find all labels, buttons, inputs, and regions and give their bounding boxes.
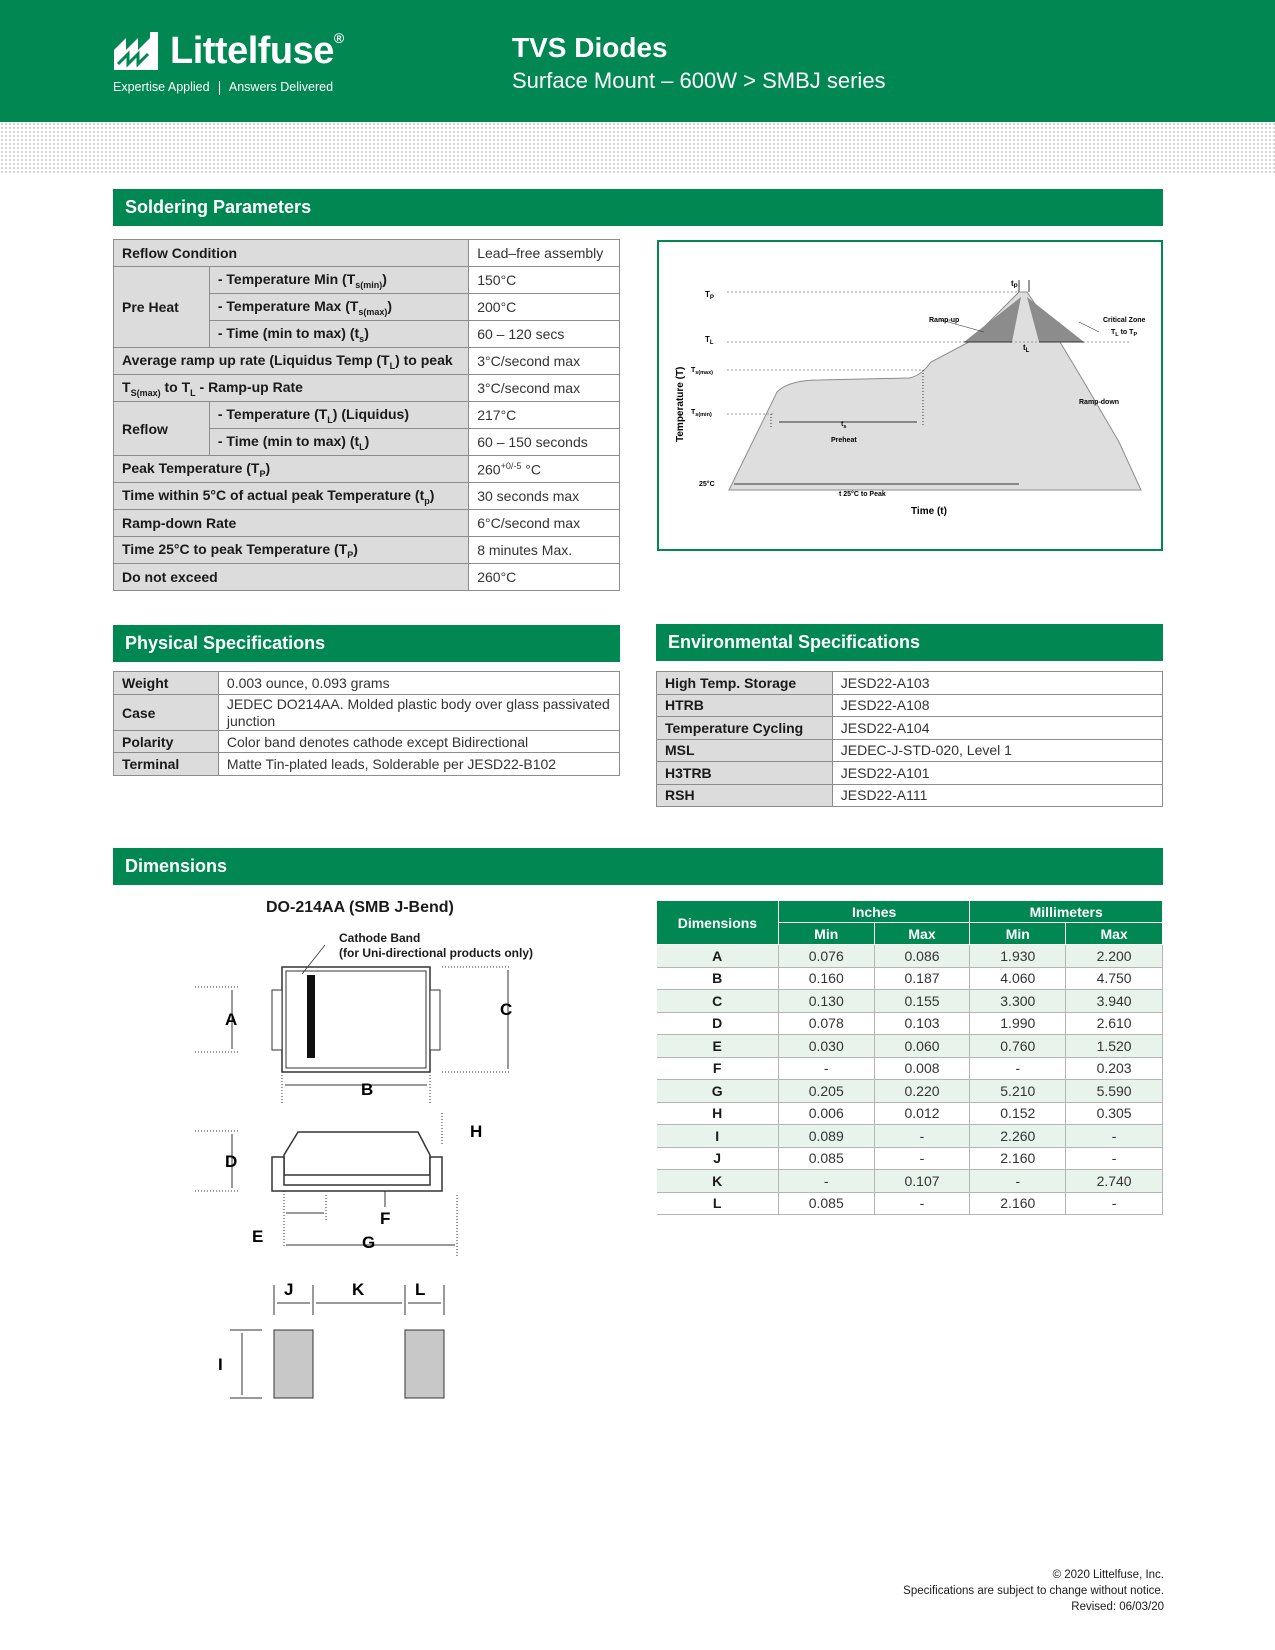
mm-max: 2.610 [1066,1012,1163,1035]
tsmin-label: $T_{s(min)}$ [691,409,712,418]
table-row [114,240,620,267]
soldering-section-title: Soldering Parameters [113,189,1163,226]
table-row [657,945,1163,968]
reflow-label: Reflow [114,402,210,456]
inches-max-header: Max [874,923,970,945]
package-side-body [284,1132,430,1175]
dim-letter: K [657,1170,779,1193]
mm-max: 5.590 [1066,1080,1163,1103]
x-axis-label: Time (t) [911,506,947,517]
in-min: 0.205 [778,1080,874,1103]
temp-min-label: - Temperature Min $(T_{s(min)})$ [209,267,468,294]
mm-max: 1.520 [1066,1035,1163,1058]
table-row [114,753,620,776]
mm-min: 0.760 [970,1035,1066,1058]
dim-letter: H [657,1102,779,1125]
in-max: 0.008 [874,1057,970,1080]
in-min: 0.130 [778,990,874,1013]
soldering-table [113,239,620,591]
critical-zone-range: $T_L$ to $T_P$ [1111,329,1138,338]
tsmax-label: $T_{s(max)}$ [691,367,714,376]
millimeters-header: Millimeters [970,901,1163,923]
table-row [657,1192,1163,1215]
weight-label: Weight [114,672,219,695]
y-axis-label: Temperature (T) [675,366,686,442]
in-max: 0.155 [874,990,970,1013]
mm-max: 4.750 [1066,967,1163,990]
dim-e-letter: E [252,1227,264,1246]
in-min: - [778,1170,874,1193]
table-row [657,1057,1163,1080]
dim-letter: L [657,1192,779,1215]
dimensions-table [656,900,1163,1215]
dim-l-letter: L [415,1280,426,1299]
table-row [114,564,620,591]
table-row [114,375,620,402]
tl-liquidus-label: - Temperature $(T_L)$ (Liquidus) [209,402,468,429]
env-value: JESD22-A111 [832,784,1162,807]
littelfuse-logo-icon [112,26,160,74]
dim-d-letter: D [225,1152,238,1171]
mm-min: 2.160 [970,1147,1066,1170]
mm-min: 5.210 [970,1080,1066,1103]
critical-zone-label: Critical Zone [1103,317,1146,324]
mm-min: - [970,1057,1066,1080]
in-min: 0.085 [778,1192,874,1215]
env-label: Temperature Cycling [657,717,833,740]
page-header [0,0,1275,122]
dotted-band [0,122,1275,174]
environmental-section-title: Environmental Specifications [656,624,1163,661]
dim-letter: F [657,1057,779,1080]
table-row [657,1170,1163,1193]
temp-min-value: 150°C [469,267,620,294]
case-value: JEDEC DO214AA. Molded plastic body over glass passivated junction [218,695,619,731]
tl-liquidus-value: 217°C [469,402,620,429]
mm-min: 0.152 [970,1102,1066,1125]
avg-ramp-label: Average ramp up rate (Liquidus Temp $(T_L)$ to peak [114,348,469,375]
terminal-value: Matte Tin-plated leads, Solderable per JESD22-B102 [218,753,619,776]
brand-tagline: Expertise Applied Answers Delivered [113,80,334,94]
table-row [657,717,1163,740]
time-within-value: 30 seconds max [469,483,620,510]
table-row [657,1147,1163,1170]
peak-temp-value: $260^{+0/-5}$ °C [469,456,620,483]
in-max: 0.107 [874,1170,970,1193]
in-max: 0.187 [874,967,970,990]
dim-letter: I [657,1125,779,1148]
temp-max-value: 200°C [469,294,620,321]
t25-to-peak-label: t 25°C to Peak [839,491,886,498]
environmental-table [656,671,1163,807]
mm-min: 1.930 [970,945,1066,968]
dimensions-header: Dimensions [657,901,779,945]
revised-date: Revised: 06/03/20 [1071,1601,1164,1613]
lead-left [272,990,282,1050]
table-row [114,483,620,510]
ramp-down-value: 6°C/second max [469,510,620,537]
env-value: JESD22-A108 [832,694,1162,717]
mm-max: 0.305 [1066,1102,1163,1125]
mm-min: 4.060 [970,967,1066,990]
mm-min: - [970,1170,1066,1193]
mm-max-header: Max [1066,923,1163,945]
table-row [114,348,620,375]
tp-time-label: $t_P$ [1011,279,1018,290]
notice: Specifications are subject to change without notice. [903,1585,1164,1597]
env-label: RSH [657,784,833,807]
time-ts-value: 60 – 120 secs [469,321,620,348]
in-min: 0.085 [778,1147,874,1170]
dim-g-letter: G [362,1233,376,1252]
table-row [114,267,620,294]
reflow-condition-label: Reflow Condition [114,240,469,267]
mm-max: 2.200 [1066,945,1163,968]
table-row [657,1125,1163,1148]
polarity-value: Color band denotes cathode except Bidirectional [218,731,619,753]
mm-max: 0.203 [1066,1057,1163,1080]
env-label: HTRB [657,694,833,717]
table-row [657,1035,1163,1058]
in-max: 0.086 [874,945,970,968]
dim-letter: D [657,1012,779,1035]
in-min: 0.006 [778,1102,874,1125]
preheat-label: Preheat [831,437,857,444]
table-row [657,762,1163,785]
mm-min-header: Min [970,923,1066,945]
table-row [657,1102,1163,1125]
ramp-up-label: Ramp-up [929,317,960,324]
package-drawing [180,945,560,1405]
table-row [114,731,620,753]
time-tl-value: 60 – 150 seconds [469,429,620,456]
do-not-exceed-label: Do not exceed [114,564,469,591]
dim-j-letter: J [284,1280,294,1299]
dim-f-letter: F [380,1209,391,1228]
env-value: JESD22-A104 [832,717,1162,740]
table-row [114,537,620,564]
table-row [657,1012,1163,1035]
env-label: H3TRB [657,762,833,785]
dim-i-letter: I [218,1355,223,1374]
table-row [114,510,620,537]
do-not-exceed-value: 260°C [469,564,620,591]
in-max: - [874,1192,970,1215]
table-header-row [657,901,1163,923]
in-max: - [874,1125,970,1148]
table-row [657,1080,1163,1103]
dimensions-section-title: Dimensions [113,848,1163,885]
mm-max: - [1066,1125,1163,1148]
ts-time-label: $t_s$ [841,421,847,430]
table-row [657,990,1163,1013]
dim-c-letter: C [500,1000,513,1019]
critical-zone-leader [1079,322,1099,332]
brand-name: Littelfuse® [170,30,344,72]
inches-min-header: Min [778,923,874,945]
mm-min: 3.300 [970,990,1066,1013]
table-row [657,694,1163,717]
in-max: - [874,1147,970,1170]
weight-value: 0.003 ounce, 0.093 grams [218,672,619,695]
in-min: 0.078 [778,1012,874,1035]
terminal-label: Terminal [114,753,219,776]
mm-min: 2.260 [970,1125,1066,1148]
ramp-down-label: Ramp-down Rate [114,510,469,537]
tl-time-label: $t_L$ [1023,343,1030,354]
in-min: - [778,1057,874,1080]
dim-letter: G [657,1080,779,1103]
in-max: 0.103 [874,1012,970,1035]
inches-header: Inches [778,901,970,923]
ts-to-tl-value: 3°C/second max [469,375,620,402]
mm-max: 3.940 [1066,990,1163,1013]
reflow-profile-svg [659,242,1161,549]
time-25-value: 8 minutes Max. [469,537,620,564]
table-row [657,967,1163,990]
polarity-label: Polarity [114,731,219,753]
mm-max: - [1066,1192,1163,1215]
in-max: 0.012 [874,1102,970,1125]
ts-to-tl-label: $T_{S(max)}$ to $T_L$ - Ramp-up Rate [114,375,469,402]
copyright: © 2020 Littelfuse, Inc. [1052,1569,1164,1581]
package-top-body [282,967,430,1072]
reflow-condition-value: Lead–free assembly [469,240,620,267]
document-title: TVS Diodes [512,32,668,63]
time-25-label: Time 25°C to peak Temperature $(T_P)$ [114,537,469,564]
dim-letter: A [657,945,779,968]
page-footer [903,1567,1164,1615]
physical-section-title: Physical Specifications [113,625,620,662]
table-row [114,456,620,483]
avg-ramp-value: 3°C/second max [469,348,620,375]
env-label: High Temp. Storage [657,672,833,695]
mm-max: - [1066,1147,1163,1170]
env-label: MSL [657,739,833,762]
pad-left [274,1330,313,1398]
time-within-label: Time within 5°C of actual peak Temperature $(t_p)$ [114,483,469,510]
physical-table [113,671,620,776]
time-ts-label: - Time (min to max) $(t_s)$ [209,321,468,348]
mm-max: 2.740 [1066,1170,1163,1193]
ramp-down-label: Ramp-down [1079,399,1120,406]
mm-min: 1.990 [970,1012,1066,1035]
env-value: JESD22-A103 [832,672,1162,695]
reflow-profile-diagram [657,240,1163,551]
env-value: JESD22-A101 [832,762,1162,785]
time-tl-label: - Time (min to max) $(t_L)$ [209,429,468,456]
table-row [114,402,620,429]
lead-right [430,990,440,1050]
tp-label: $T_P$ [705,290,714,301]
in-min: 0.160 [778,967,874,990]
dim-letter: C [657,990,779,1013]
case-label: Case [114,695,219,731]
table-row [657,784,1163,807]
document-subtitle: Surface Mount – 600W > SMBJ series [512,68,886,93]
table-row [114,672,620,695]
dim-k-letter: K [352,1280,365,1299]
cathode-band-note: Cathode Band (for Uni-directional products only) [339,931,533,960]
table-row [657,672,1163,695]
cathode-band-mark [307,975,315,1058]
dim-h-letter: H [470,1122,483,1141]
temp-max-label: - Temperature Max $(T_{s(max)})$ [209,294,468,321]
dim-letter: J [657,1147,779,1170]
table-row [657,739,1163,762]
dim-letter: E [657,1035,779,1058]
tl-label: $T_L$ [705,335,714,346]
pre-heat-label: Pre Heat [114,267,210,348]
table-row [114,695,620,731]
in-max: 0.220 [874,1080,970,1103]
in-min: 0.030 [778,1035,874,1058]
drawing-title: DO-214AA (SMB J-Bend) [266,899,454,916]
t25-label: 25°C [699,481,715,488]
dim-a-letter: A [225,1010,238,1029]
dim-letter: B [657,967,779,990]
in-min: 0.076 [778,945,874,968]
in-max: 0.060 [874,1035,970,1058]
mm-min: 2.160 [970,1192,1066,1215]
pad-right [405,1330,444,1398]
in-min: 0.089 [778,1125,874,1148]
peak-temp-label: Peak Temperature $(T_P)$ [114,456,469,483]
env-value: JEDEC-J-STD-020, Level 1 [832,739,1162,762]
critical-zone-left [964,297,1021,342]
dim-b-letter: B [361,1080,374,1099]
